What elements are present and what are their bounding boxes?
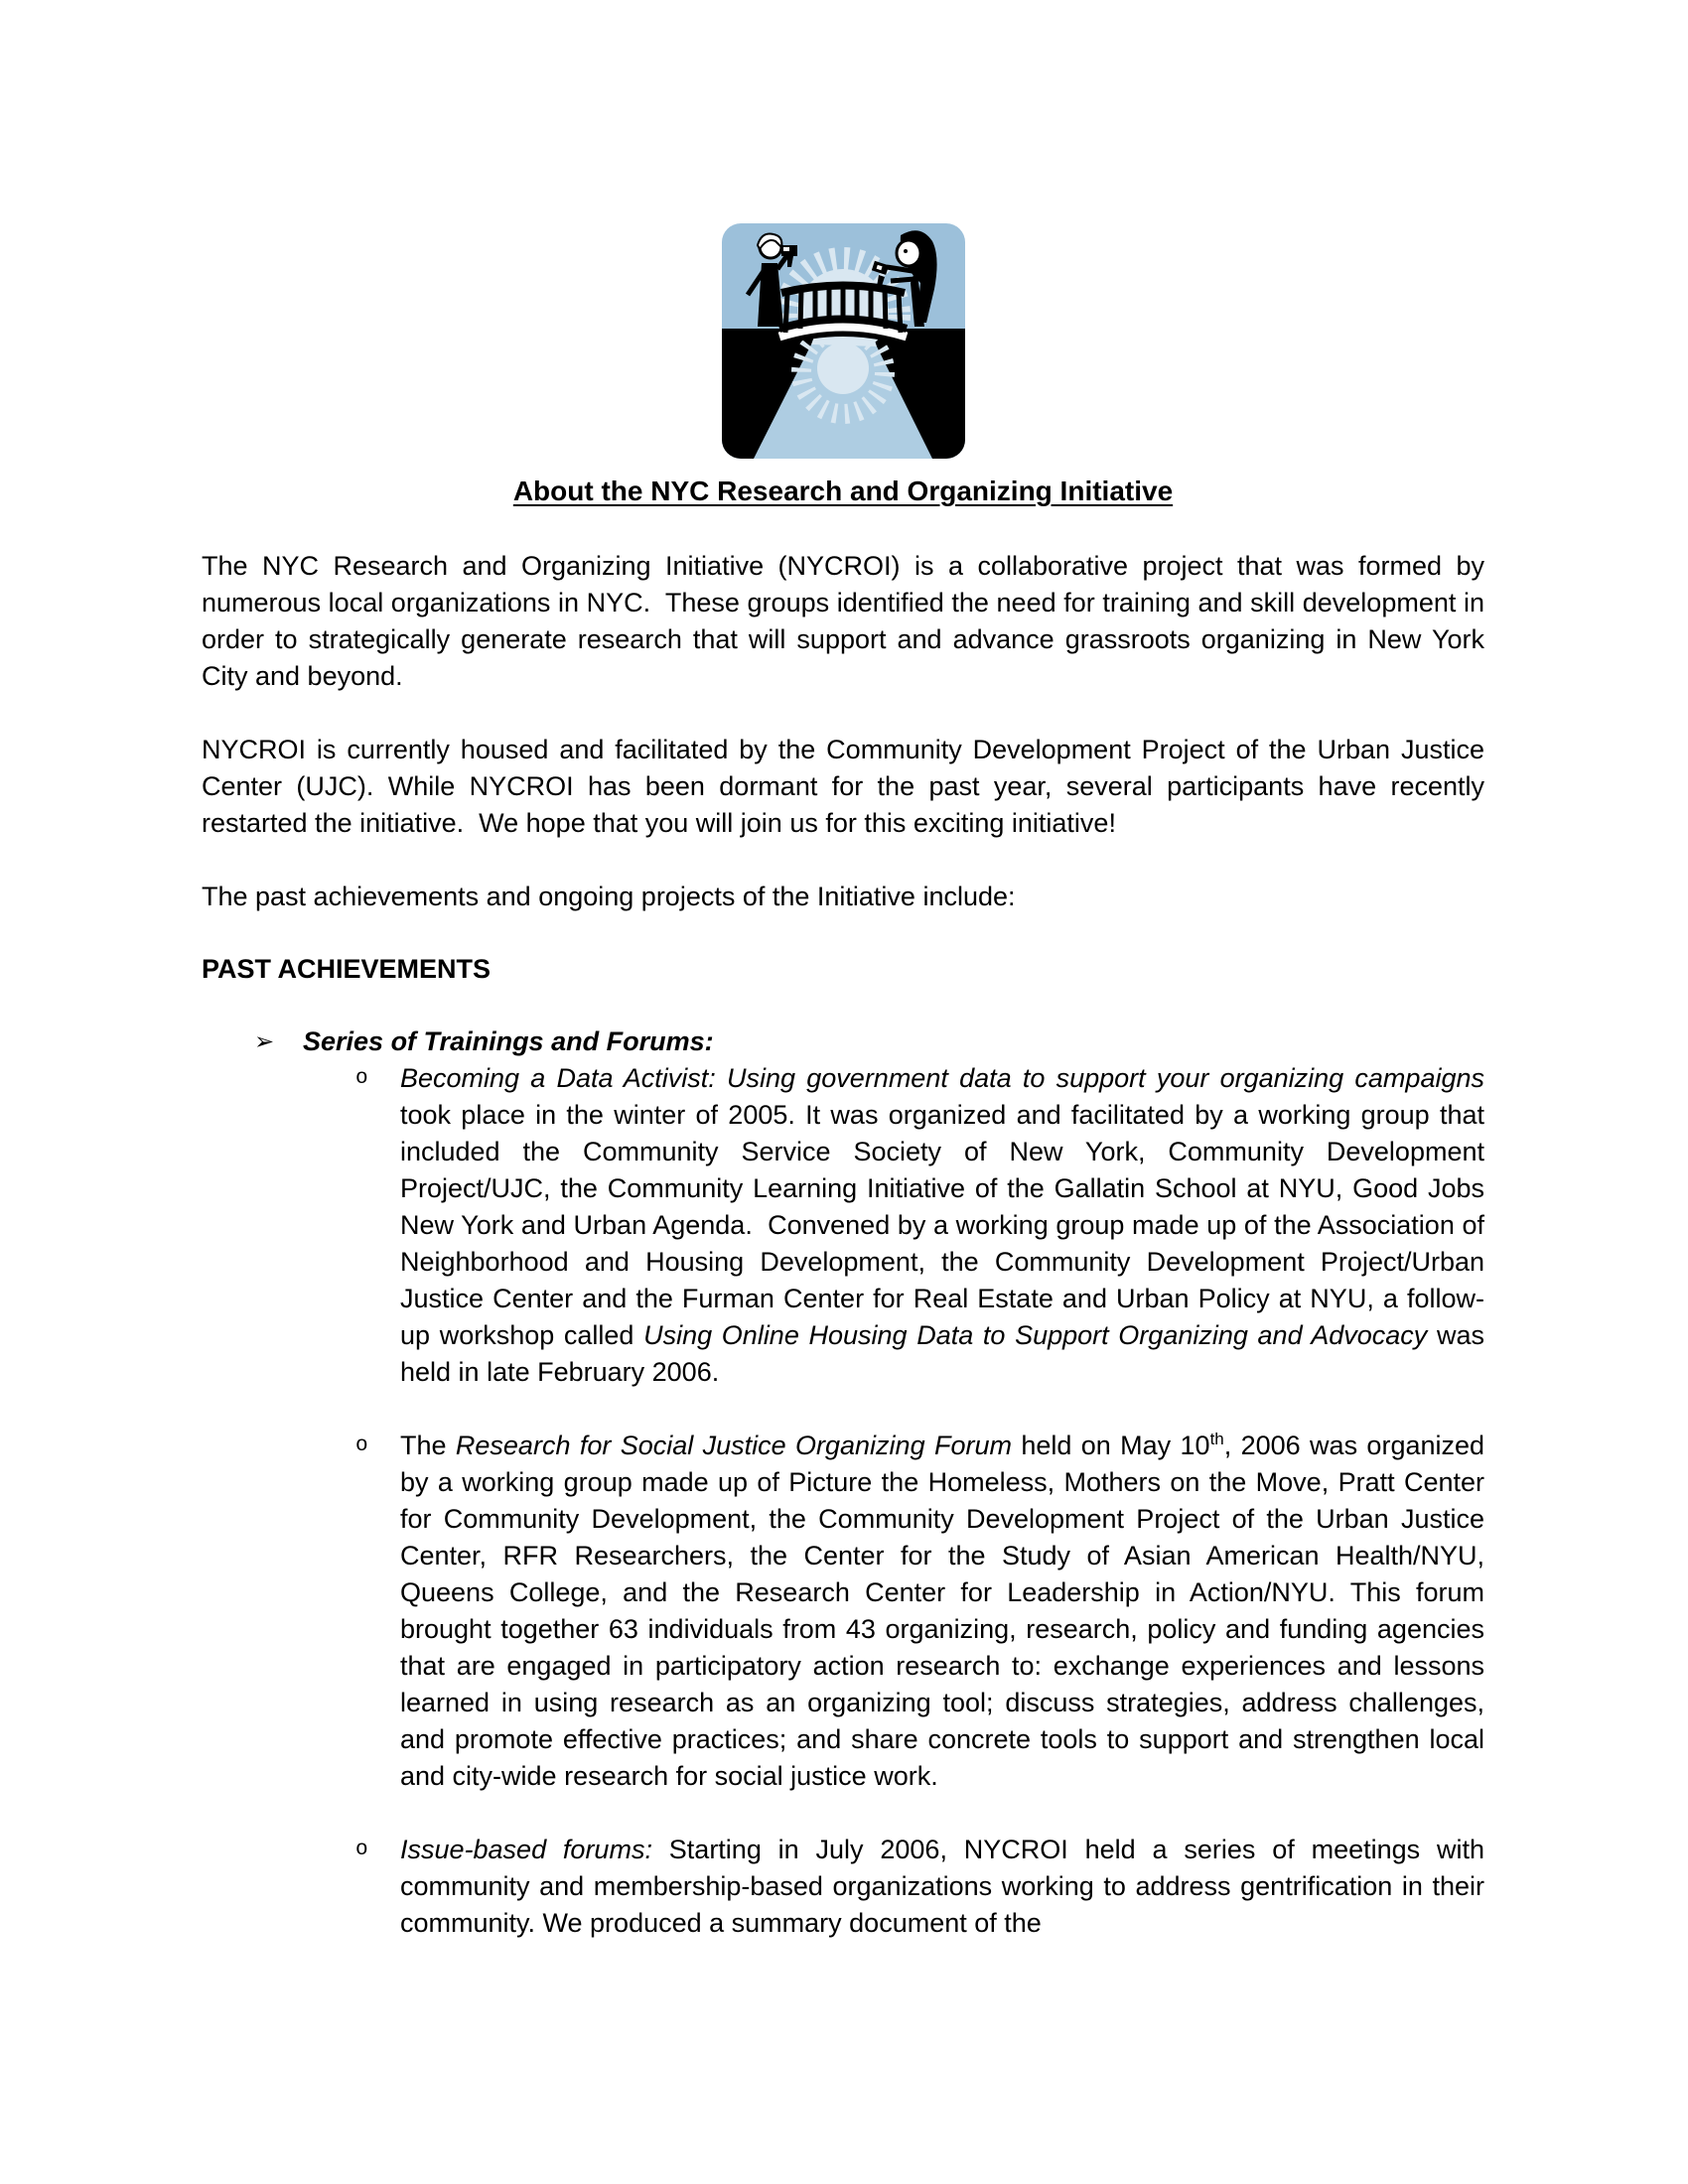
circle-bullet-icon: o	[355, 1434, 368, 1457]
circle-bullet-icon: o	[355, 1067, 368, 1090]
sub-bullet-research-forum	[355, 1428, 1484, 1795]
intro-paragraph-2: NYCROI is currently housed and facilitated by the Community Development Project of the Urban Justice Center (UJC). While NYCROI has been dormant for the past year, several participants have recently restarted the initiative. We hope that you will join us for this exciting initiative!	[202, 735, 1484, 838]
bullet-series-of-trainings	[254, 1024, 1484, 1060]
sub-bullet-issue-based-forums	[355, 1832, 1484, 1942]
sub-bullet-becoming-a-data-activist	[355, 1060, 1484, 1391]
section-heading-past-achievements: PAST ACHIEVEMENTS	[202, 954, 492, 984]
sub-bullet-text: Issue-based forums: Starting in July 2006, NYCROI held a series of meetings with community and membership-based organizations working to address gentrification in their community. We produced a summary document of the	[400, 1835, 1485, 1938]
bridge-photographers-clipart-image	[722, 223, 965, 459]
sub-bullet-text: Becoming a Data Activist: Using government data to support your organizing campaigns took place in the winter of 2005. It was organized and facilitated by a working group that included the Community Service Society of New York, Community Development Project/UJC, the Community Learning Initiative of the Gallatin School at NYU, Good Jobs New York and Urban Agenda. Convened by a working group made up of the Association of Neighborhood and Housing Development, the Community Development Project/Urban Justice Center and the Furman Center for Real Estate and Urban Policy at NYU, a follow-up workshop called Using Online Housing Data to Support Organizing and Advocacy was held in late February 2006.	[400, 1063, 1484, 1387]
circle-bullet-icon: o	[355, 1839, 368, 1861]
intro-paragraph-3: The past achievements and ongoing projects of the Initiative include:	[202, 882, 1016, 911]
intro-paragraph-1: The NYC Research and Organizing Initiative (NYCROI) is a collaborative project that was formed by numerous local organizations in NYC. These groups identified the need for training and skill development in order to strategically generate research that will support and advance grassroots organizing in New York City and beyond.	[202, 551, 1484, 691]
bullet-label: Series of Trainings and Forums:	[303, 1026, 714, 1056]
bridge-photographers-icon	[722, 223, 965, 459]
sub-bullet-text: The Research for Social Justice Organizing Forum held on May 10th, 2006 was organized by a working group made up of Picture the Homeless, Mothers on the Move, Pratt Center for Community Development, the Community Development Project of the Urban Justice Center, RFR Researchers, the Center for the Study of Asian American Health/NYU, Queens College, and the Research Center for Leadership in Action/NYU. This forum brought together 63 individuals from 43 organizing, research, policy and funding agencies that are engaged in participatory action research to: exchange experiences and lessons learned in using research as an organizing tool; discuss strategies, address challenges, and promote effective practices; and share concrete tools to support and strengthen local and city-wide research for social justice work.	[400, 1430, 1485, 1791]
page-title: About the NYC Research and Organizing Initiative	[512, 476, 1174, 506]
arrow-bullet-icon: ➢	[254, 1028, 275, 1055]
